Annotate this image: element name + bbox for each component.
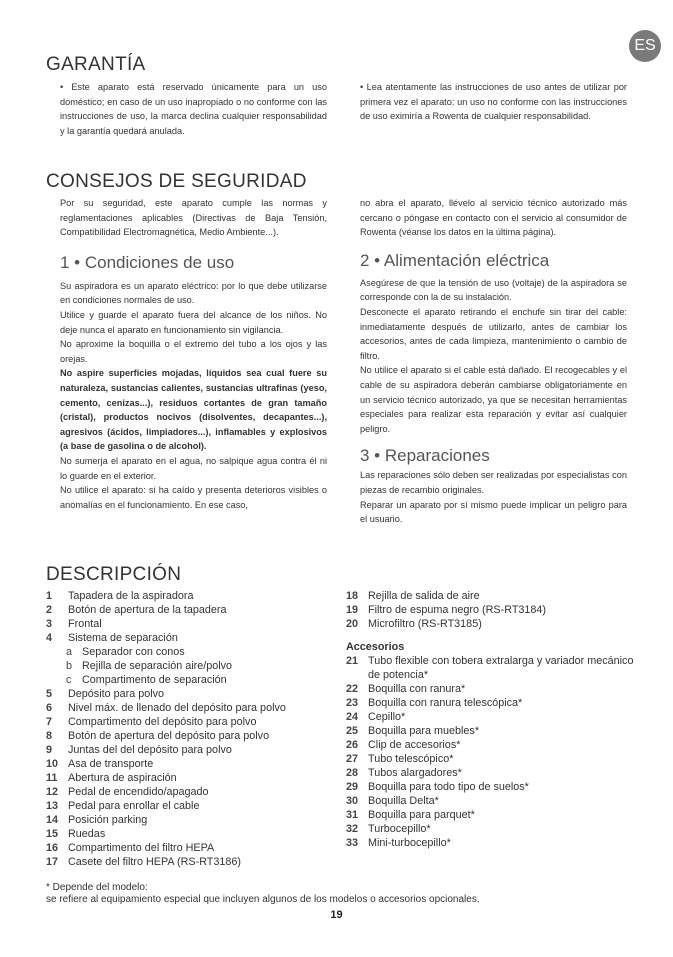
- list-item: [346, 780, 636, 794]
- list-item: [346, 603, 636, 617]
- item-label: Clip de accesorios*: [368, 739, 461, 751]
- list-item: [46, 659, 346, 673]
- item-number: 29: [346, 781, 359, 793]
- item-label: Tubos alargadores*: [368, 767, 462, 779]
- section-3-title: 3 • Reparaciones: [360, 446, 490, 466]
- item-label: Tubo flexible con tobera extralarga y variador mecánico de potencia*: [368, 655, 634, 681]
- item-label: Filtro de espuma negro (RS-RT3184): [368, 604, 547, 616]
- item-number: 25: [346, 725, 359, 737]
- section-1-warning: No aspire superficies mojadas, líquidos sea cual fuere su naturaleza, sustancias calientes, sustancias ultrafinas (yeso, cemento, cenizas...), residuos cortantes de gran tamaño (cristal), productos nocivos (disolventes, decapantes...), agresivos (ácidos, limpiadores...), inflamables y explosivos (a base de gasolina o de alcohol).: [60, 368, 327, 452]
- list-item: [46, 645, 346, 659]
- item-number: 13: [46, 800, 59, 812]
- safety-title: CONSEJOS DE SEGURIDAD: [46, 171, 307, 192]
- parts-list-left: [46, 589, 346, 869]
- list-item: [46, 687, 346, 701]
- list-item: [346, 738, 636, 752]
- item-number: 22: [346, 683, 359, 695]
- item-label: Pedal para enrollar el cable: [68, 800, 200, 812]
- item-number: 20: [346, 618, 359, 630]
- item-number: 23: [346, 697, 359, 709]
- list-item: [346, 794, 636, 808]
- item-number: 18: [346, 590, 359, 602]
- item-number: 33: [346, 837, 359, 849]
- item-label: Boquilla Delta*: [368, 795, 439, 807]
- section-1-paragraph: Utilice y guarde el aparato fuera del alcance de los niños. No deje nunca el aparato en funcionamiento sin vigilancia.: [60, 309, 327, 335]
- item-number: a: [66, 646, 73, 658]
- section-1-paragraph: No sumerja el aparato en el agua, no salpique agua contra él ni lo guarde en el exterior.: [60, 455, 327, 481]
- item-label: Mini-turbocepillo*: [368, 837, 451, 849]
- item-label: Frontal: [68, 618, 102, 630]
- item-number: 3: [46, 618, 53, 630]
- list-item: [46, 827, 346, 841]
- warranty-text-left: • Este aparato está reservado únicamente para un uso doméstico; en caso de un uso inapropiado o no conforme con las instrucciones de uso, la marca declina cualquier responsabilidad y la garantía quedará anulada.: [60, 82, 327, 136]
- section-2-paragraph: No utilice el aparato si el cable está dañado. El recogecables y el cable de su aspiradora deberán cambiarse obligatoriamente en un servicio técnico autorizado, ya que se necesitan herramientas especiales para realizar esta reparación y evitar así cualquier peligro.: [360, 365, 627, 434]
- footnote-line-2: se refiere al equipamiento especial que incluyen algunos de los modelos o accesorios opcionales.: [46, 894, 480, 905]
- item-label: Abertura de aspiración: [68, 772, 177, 784]
- item-label: Boquilla con ranura telescópica*: [368, 697, 523, 709]
- item-number: 17: [46, 856, 59, 868]
- safety-intro: Por su seguridad, este aparato cumple las normas y reglamentaciones aplicables (Directivas de Baja Tensión, Compatibilidad Electromagnética, Medio Ambiente...).: [60, 198, 327, 238]
- section-1-paragraph: No utilice el aparato: si ha caído y presenta deterioros visibles o anomalías en el funcionamiento. En ese caso,: [60, 485, 327, 510]
- list-item: [346, 617, 636, 631]
- item-number: 24: [346, 711, 359, 723]
- list-item: [346, 589, 636, 603]
- section-3-paragraph: Las reparaciones sólo deben ser realizadas por especialistas con piezas de recambio originales.: [360, 470, 627, 495]
- list-item: [46, 589, 346, 603]
- list-item: [346, 766, 636, 780]
- warranty-text-right: • Lea atentamente las instrucciones de uso antes de utilizar por primera vez el aparato: un uso no conforme con las instrucciones de uso eximiría a Rowenta de cualquier responsabilidad.: [360, 82, 627, 122]
- item-label: Asa de transporte: [68, 758, 154, 770]
- item-label: Juntas del del depósito para polvo: [68, 744, 232, 756]
- item-number: 28: [346, 767, 359, 779]
- footnote: [46, 882, 636, 906]
- item-number: 31: [346, 809, 359, 821]
- section-1-paragraph: Su aspiradora es un aparato eléctrico: por lo que debe utilizarse en condiciones normales de uso.: [60, 280, 327, 306]
- item-label: Compartimento de separación: [82, 674, 227, 686]
- item-label: Boquilla para todo tipo de suelos*: [368, 781, 529, 793]
- item-label: Compartimento del filtro HEPA: [68, 842, 215, 854]
- section-3-paragraph: Reparar un aparato por sí mismo puede implicar un peligro para el usuario.: [360, 499, 627, 525]
- list-item: [46, 743, 346, 757]
- item-number: 27: [346, 753, 359, 765]
- section-1-continued: no abra el aparato, llévelo al servicio técnico autorizado más cercano o póngase en contacto con el servicio al consumidor de Rowenta (véanse los datos en la última página).: [360, 198, 627, 238]
- item-number: 9: [46, 744, 53, 756]
- item-number: 10: [46, 758, 59, 770]
- item-number: 26: [346, 739, 359, 751]
- list-item: [46, 603, 346, 617]
- list-item: [346, 822, 636, 836]
- item-label: Pedal de encendido/apagado: [68, 786, 209, 798]
- language-badge: ES: [629, 30, 661, 62]
- list-item: [46, 757, 346, 771]
- list-item: [46, 701, 346, 715]
- list-item: [346, 696, 636, 710]
- item-number: 15: [46, 828, 59, 840]
- item-number: 4: [46, 632, 53, 644]
- item-label: Turbocepillo*: [368, 823, 431, 835]
- footnote-line-1: * Depende del modelo:: [46, 882, 148, 893]
- item-label: Casete del filtro HEPA (RS-RT3186): [68, 856, 242, 868]
- item-label: Boquilla para muebles*: [368, 725, 480, 737]
- item-number: 5: [46, 688, 53, 700]
- warranty-title: GARANTÍA: [46, 54, 146, 75]
- list-item: [46, 715, 346, 729]
- list-item: [46, 673, 346, 687]
- item-number: 30: [346, 795, 359, 807]
- item-number: 2: [46, 604, 53, 616]
- item-number: 32: [346, 823, 359, 835]
- list-item: [346, 654, 636, 682]
- safety-column-left: [60, 196, 327, 512]
- list-item: [46, 617, 346, 631]
- item-label: Separador con conos: [82, 646, 185, 658]
- list-item: [46, 799, 346, 813]
- page-number: 19: [330, 909, 343, 921]
- item-number: 12: [46, 786, 59, 798]
- item-number: 1: [46, 590, 53, 602]
- list-item: [46, 729, 346, 743]
- list-item: [46, 855, 346, 869]
- item-number: 7: [46, 716, 53, 728]
- item-number: 21: [346, 655, 359, 667]
- item-label: Sistema de separación: [68, 632, 178, 644]
- item-label: Botón de apertura de la tapadera: [68, 604, 227, 616]
- parts-list-right: [346, 589, 636, 850]
- item-label: Boquilla para parquet*: [368, 809, 475, 821]
- item-label: Microfiltro (RS-RT3185): [368, 618, 482, 630]
- list-item: [46, 813, 346, 827]
- item-label: Botón de apertura del depósito para polvo: [68, 730, 270, 742]
- item-label: Tubo telescópico*: [368, 753, 454, 765]
- list-item: [46, 771, 346, 785]
- section-1-title: 1 • Condiciones de uso: [60, 252, 235, 272]
- item-label: Rejilla de salida de aire: [368, 590, 480, 602]
- item-number: c: [66, 674, 72, 686]
- item-label: Nivel máx. de llenado del depósito para polvo: [68, 702, 286, 714]
- item-label: Boquilla con ranura*: [368, 683, 466, 695]
- item-number: 11: [46, 772, 58, 784]
- list-item: [346, 836, 636, 850]
- item-number: b: [66, 660, 73, 672]
- list-item: [346, 682, 636, 696]
- section-2-paragraph: Asegúrese de que la tensión de uso (voltaje) de la aspiradora se corresponde con la de su instalación.: [360, 277, 627, 303]
- item-label: Tapadera de la aspiradora: [68, 590, 194, 602]
- item-number: 16: [46, 842, 59, 854]
- item-number: 19: [346, 604, 359, 616]
- item-number: 6: [46, 702, 53, 714]
- item-label: Ruedas: [68, 828, 106, 840]
- safety-column-right: [360, 196, 627, 527]
- section-2-title: 2 • Alimentación eléctrica: [360, 250, 550, 270]
- list-item: [346, 724, 636, 738]
- list-item: [346, 808, 636, 822]
- list-item: [46, 631, 346, 645]
- list-item: [46, 785, 346, 799]
- item-number: 8: [46, 730, 53, 742]
- description-title: DESCRIPCIÓN: [46, 564, 182, 585]
- accessories-title: Accesorios: [346, 641, 405, 653]
- section-2-paragraph: Desconecte el aparato retirando el enchufe sin tirar del cable: inmediatamente después de utilizarlo, antes de cambiar los accesorios, antes de cada limpieza, mantenimiento o cambio de filtro.: [360, 306, 627, 361]
- item-label: Compartimento del depósito para polvo: [68, 716, 257, 728]
- item-label: Cepillo*: [368, 711, 406, 723]
- item-label: Depósito para polvo: [68, 688, 165, 700]
- item-label: Posición parking: [68, 814, 148, 826]
- list-item: [346, 752, 636, 766]
- item-label: Rejilla de separación aire/polvo: [82, 660, 233, 672]
- section-1-paragraph: No aproxime la boquilla o el extremo del tubo a los ojos y las orejas.: [60, 339, 327, 364]
- list-item: [46, 841, 346, 855]
- item-number: 14: [46, 814, 59, 826]
- list-item: [346, 710, 636, 724]
